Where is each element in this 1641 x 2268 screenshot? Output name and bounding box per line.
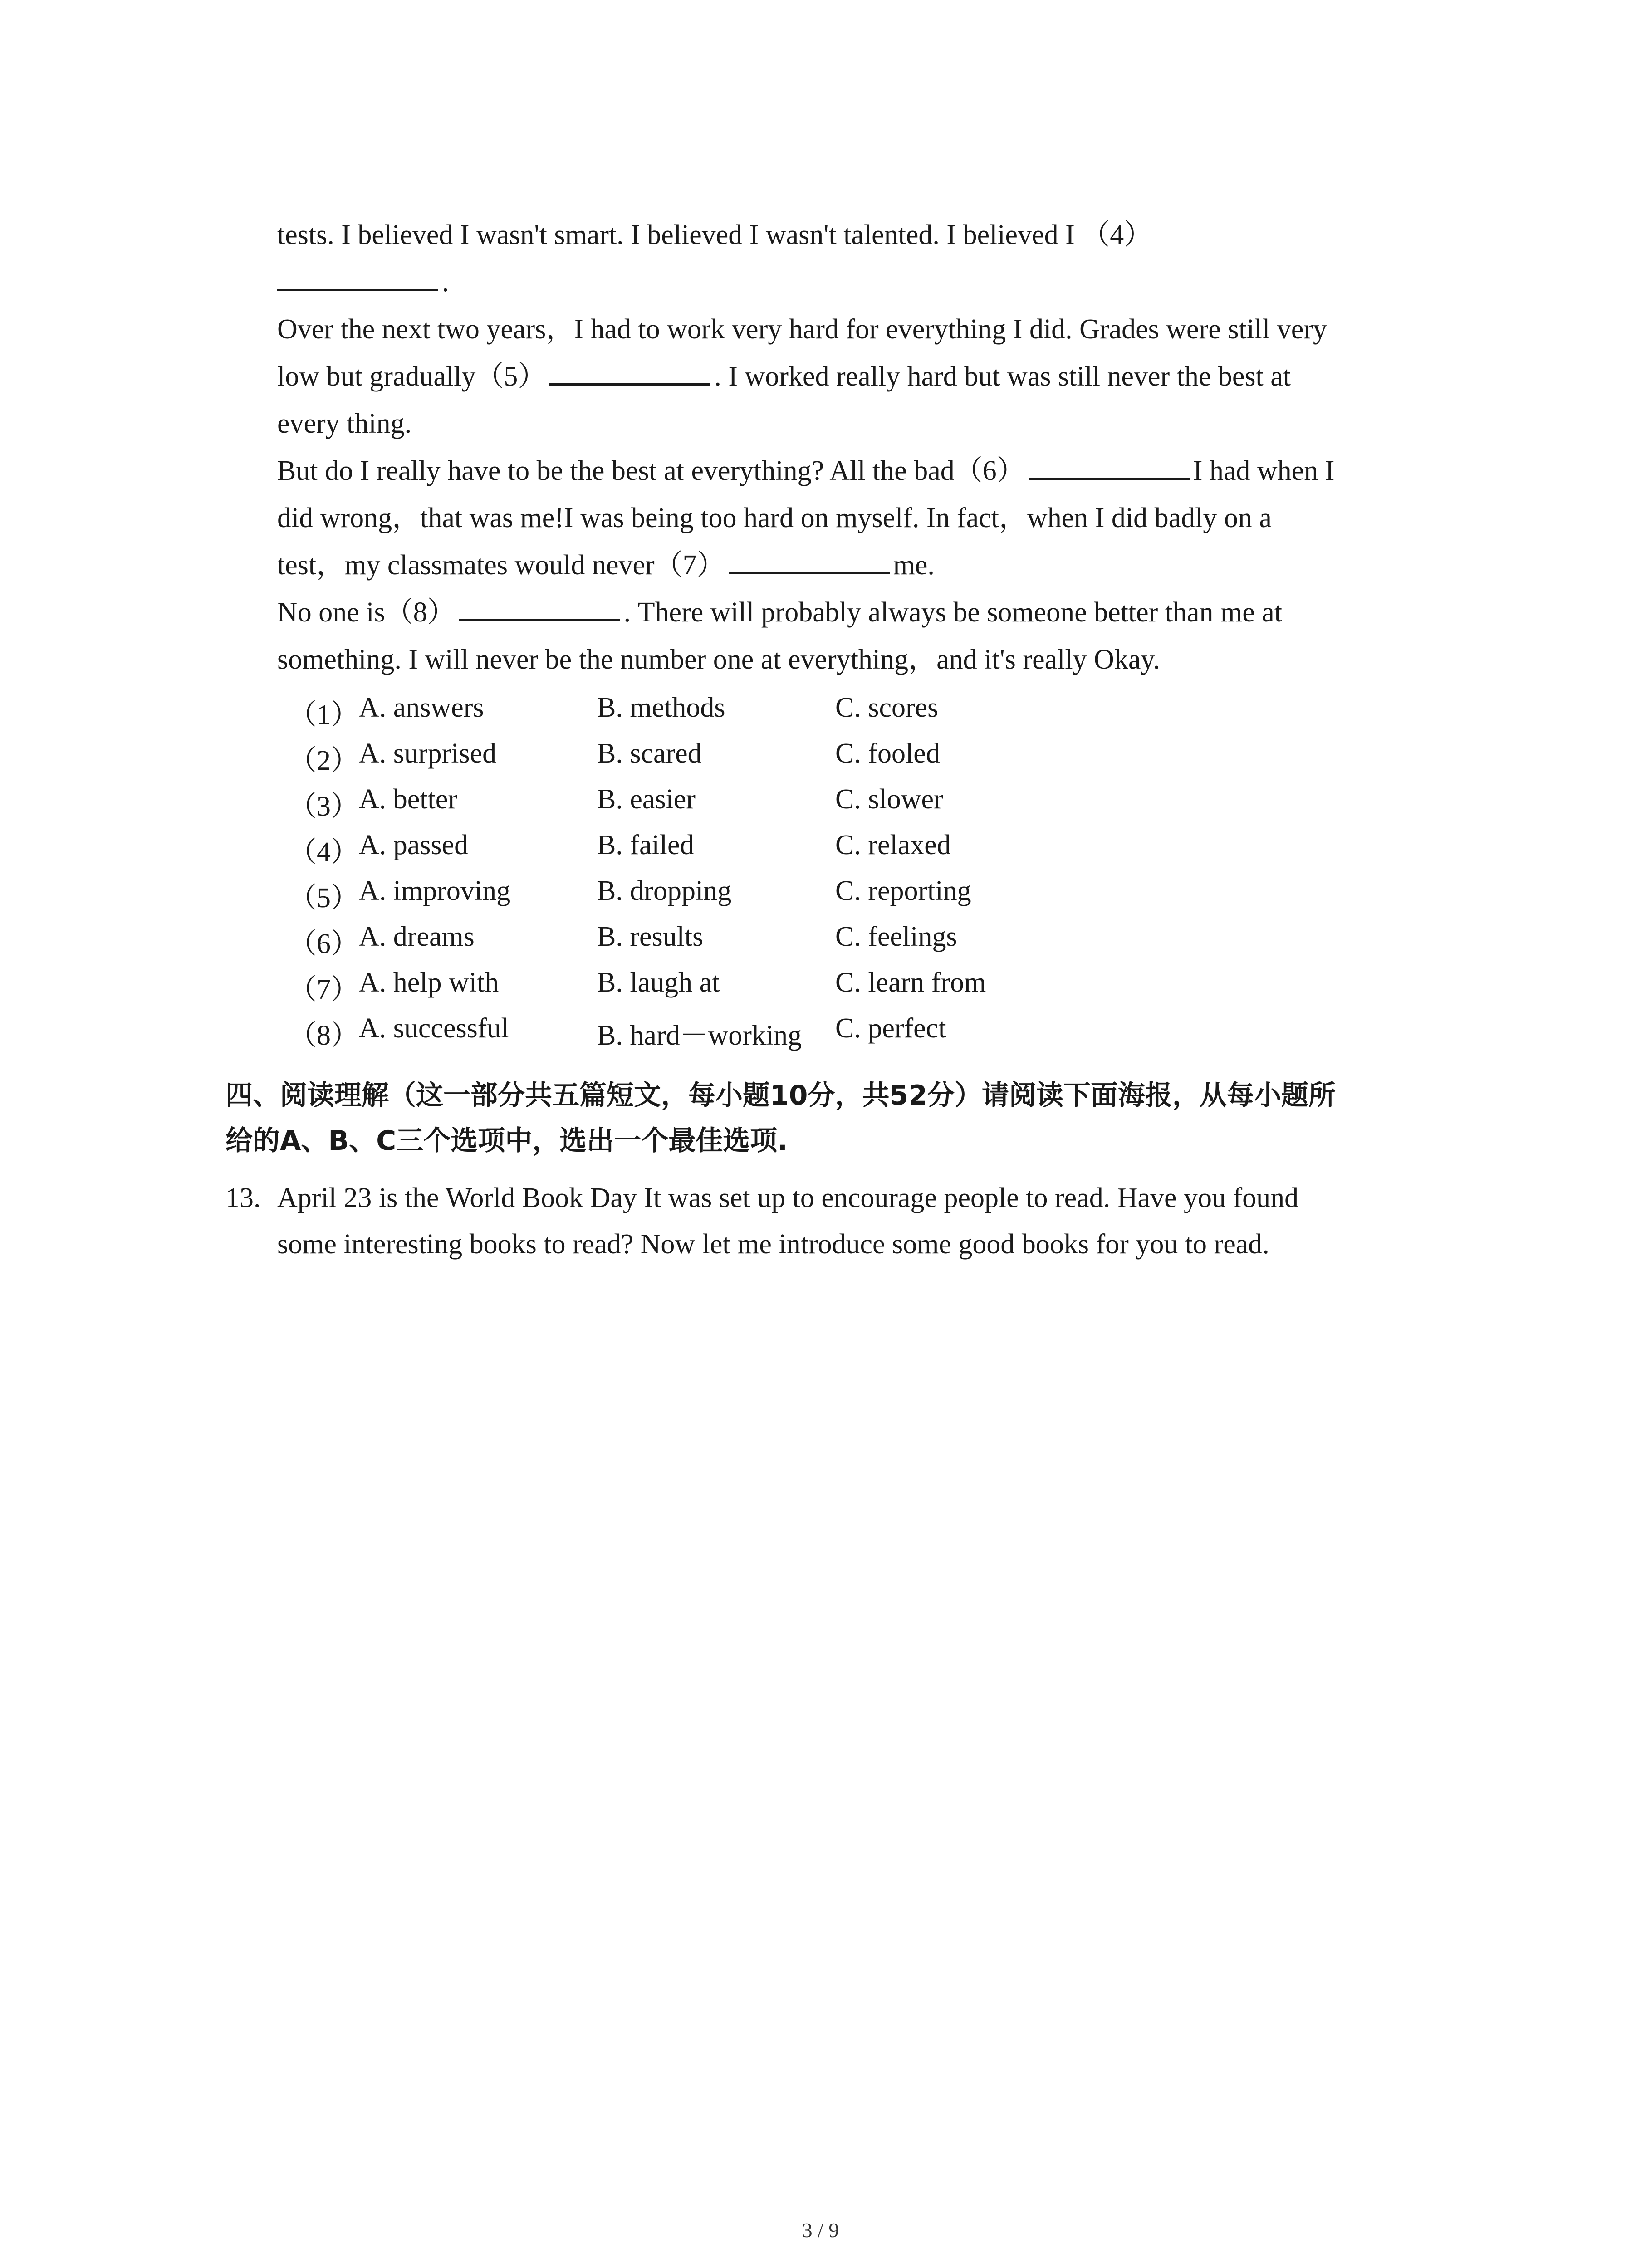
answer-blank-4[interactable] (277, 261, 438, 291)
section-heading (225, 1073, 1450, 1163)
passage-text: . (442, 267, 449, 298)
option-c[interactable]: C. fooled (835, 738, 940, 769)
passage (277, 211, 1448, 683)
question-text (277, 1175, 1448, 1267)
option-a[interactable]: A. passed (359, 830, 469, 860)
passage-line (277, 306, 1448, 353)
passage-text: did wrong，that was me!I was being too hard on myself. In fact，when I did badly on a (277, 503, 1272, 533)
option-c[interactable]: C. feelings (835, 921, 957, 952)
passage-line (277, 353, 1448, 400)
passage-line (277, 400, 1448, 447)
option-number: （8） (289, 1020, 359, 1051)
question-number: 13. (225, 1183, 261, 1213)
passage-line (277, 447, 1448, 494)
section-heading-line: 四、阅读理解（这一部分共五篇短文，每小题10分，共52分）请阅读下面海报，从每小题所 (225, 1080, 1336, 1111)
option-number: （4） (289, 837, 359, 868)
passage-text: something. I will never be the number one at everything，and it's really Okay. (277, 644, 1160, 675)
passage-text: tests. I believed I wasn't smart. I believed I wasn't talented. I believed I （4） (277, 220, 1152, 250)
option-b[interactable]: B. hard－working (597, 1020, 802, 1051)
question-line: April 23 is the World Book Day It was set up to encourage people to read. Have you found (277, 1183, 1299, 1213)
option-a[interactable]: A. successful (359, 1013, 509, 1044)
option-number: （1） (289, 699, 359, 730)
option-b[interactable]: B. easier (597, 784, 696, 815)
option-number: （6） (289, 929, 359, 959)
passage-line (277, 542, 1448, 589)
option-c[interactable]: C. scores (835, 692, 939, 723)
option-b[interactable]: B. failed (597, 830, 694, 860)
answer-blank-5[interactable] (549, 355, 710, 386)
option-number: （7） (289, 974, 359, 1005)
option-a[interactable]: A. surprised (359, 738, 497, 769)
option-c[interactable]: C. relaxed (835, 830, 951, 860)
passage-text: every thing. (277, 408, 412, 439)
passage-text: I had when I (1193, 455, 1335, 486)
passage-text: But do I really have to be the best at everything? All the bad（6） (277, 455, 1025, 486)
answer-blank-8[interactable] (459, 591, 620, 621)
option-number: （3） (289, 791, 359, 822)
passage-text: test，my classmates would never（7） (277, 550, 725, 581)
option-c[interactable]: C. learn from (835, 967, 986, 998)
answer-blank-6[interactable] (1029, 450, 1190, 480)
option-a[interactable]: A. answers (359, 692, 484, 723)
page-number: 3 / 9 (802, 2219, 839, 2242)
option-b[interactable]: B. results (597, 921, 704, 952)
passage-line (277, 494, 1448, 542)
passage-text: . There will probably always be someone better than me at (623, 597, 1282, 628)
option-a[interactable]: A. dreams (359, 921, 475, 952)
passage-line (277, 211, 1448, 259)
option-a[interactable]: A. improving (359, 875, 511, 906)
passage-line (277, 589, 1448, 636)
passage-line (277, 636, 1448, 683)
option-c[interactable]: C. slower (835, 784, 943, 815)
passage-text: . I worked really hard but was still never the best at (714, 361, 1291, 392)
answer-blank-7[interactable] (729, 544, 890, 574)
option-b[interactable]: B. laugh at (597, 967, 720, 998)
passage-line (277, 259, 1448, 306)
option-number: （5） (289, 883, 359, 914)
passage-text: No one is（8） (277, 597, 456, 628)
option-a[interactable]: A. better (359, 784, 457, 815)
passage-text: Over the next two years，I had to work very hard for everything I did. Grades were still very (277, 314, 1327, 345)
option-a[interactable]: A. help with (359, 967, 499, 998)
question-line: some interesting books to read? Now let me introduce some good books for you to read. (277, 1229, 1269, 1260)
option-number: （2） (289, 745, 359, 776)
option-b[interactable]: B. scared (597, 738, 702, 769)
passage-text: me. (893, 550, 935, 581)
option-b[interactable]: B. methods (597, 692, 725, 723)
option-b[interactable]: B. dropping (597, 875, 732, 906)
section-heading-line: 给的A、B、C三个选项中，选出一个最佳选项. (225, 1125, 788, 1157)
passage-text: low but gradually（5） (277, 361, 546, 392)
option-c[interactable]: C. perfect (835, 1013, 946, 1044)
option-c[interactable]: C. reporting (835, 875, 971, 906)
